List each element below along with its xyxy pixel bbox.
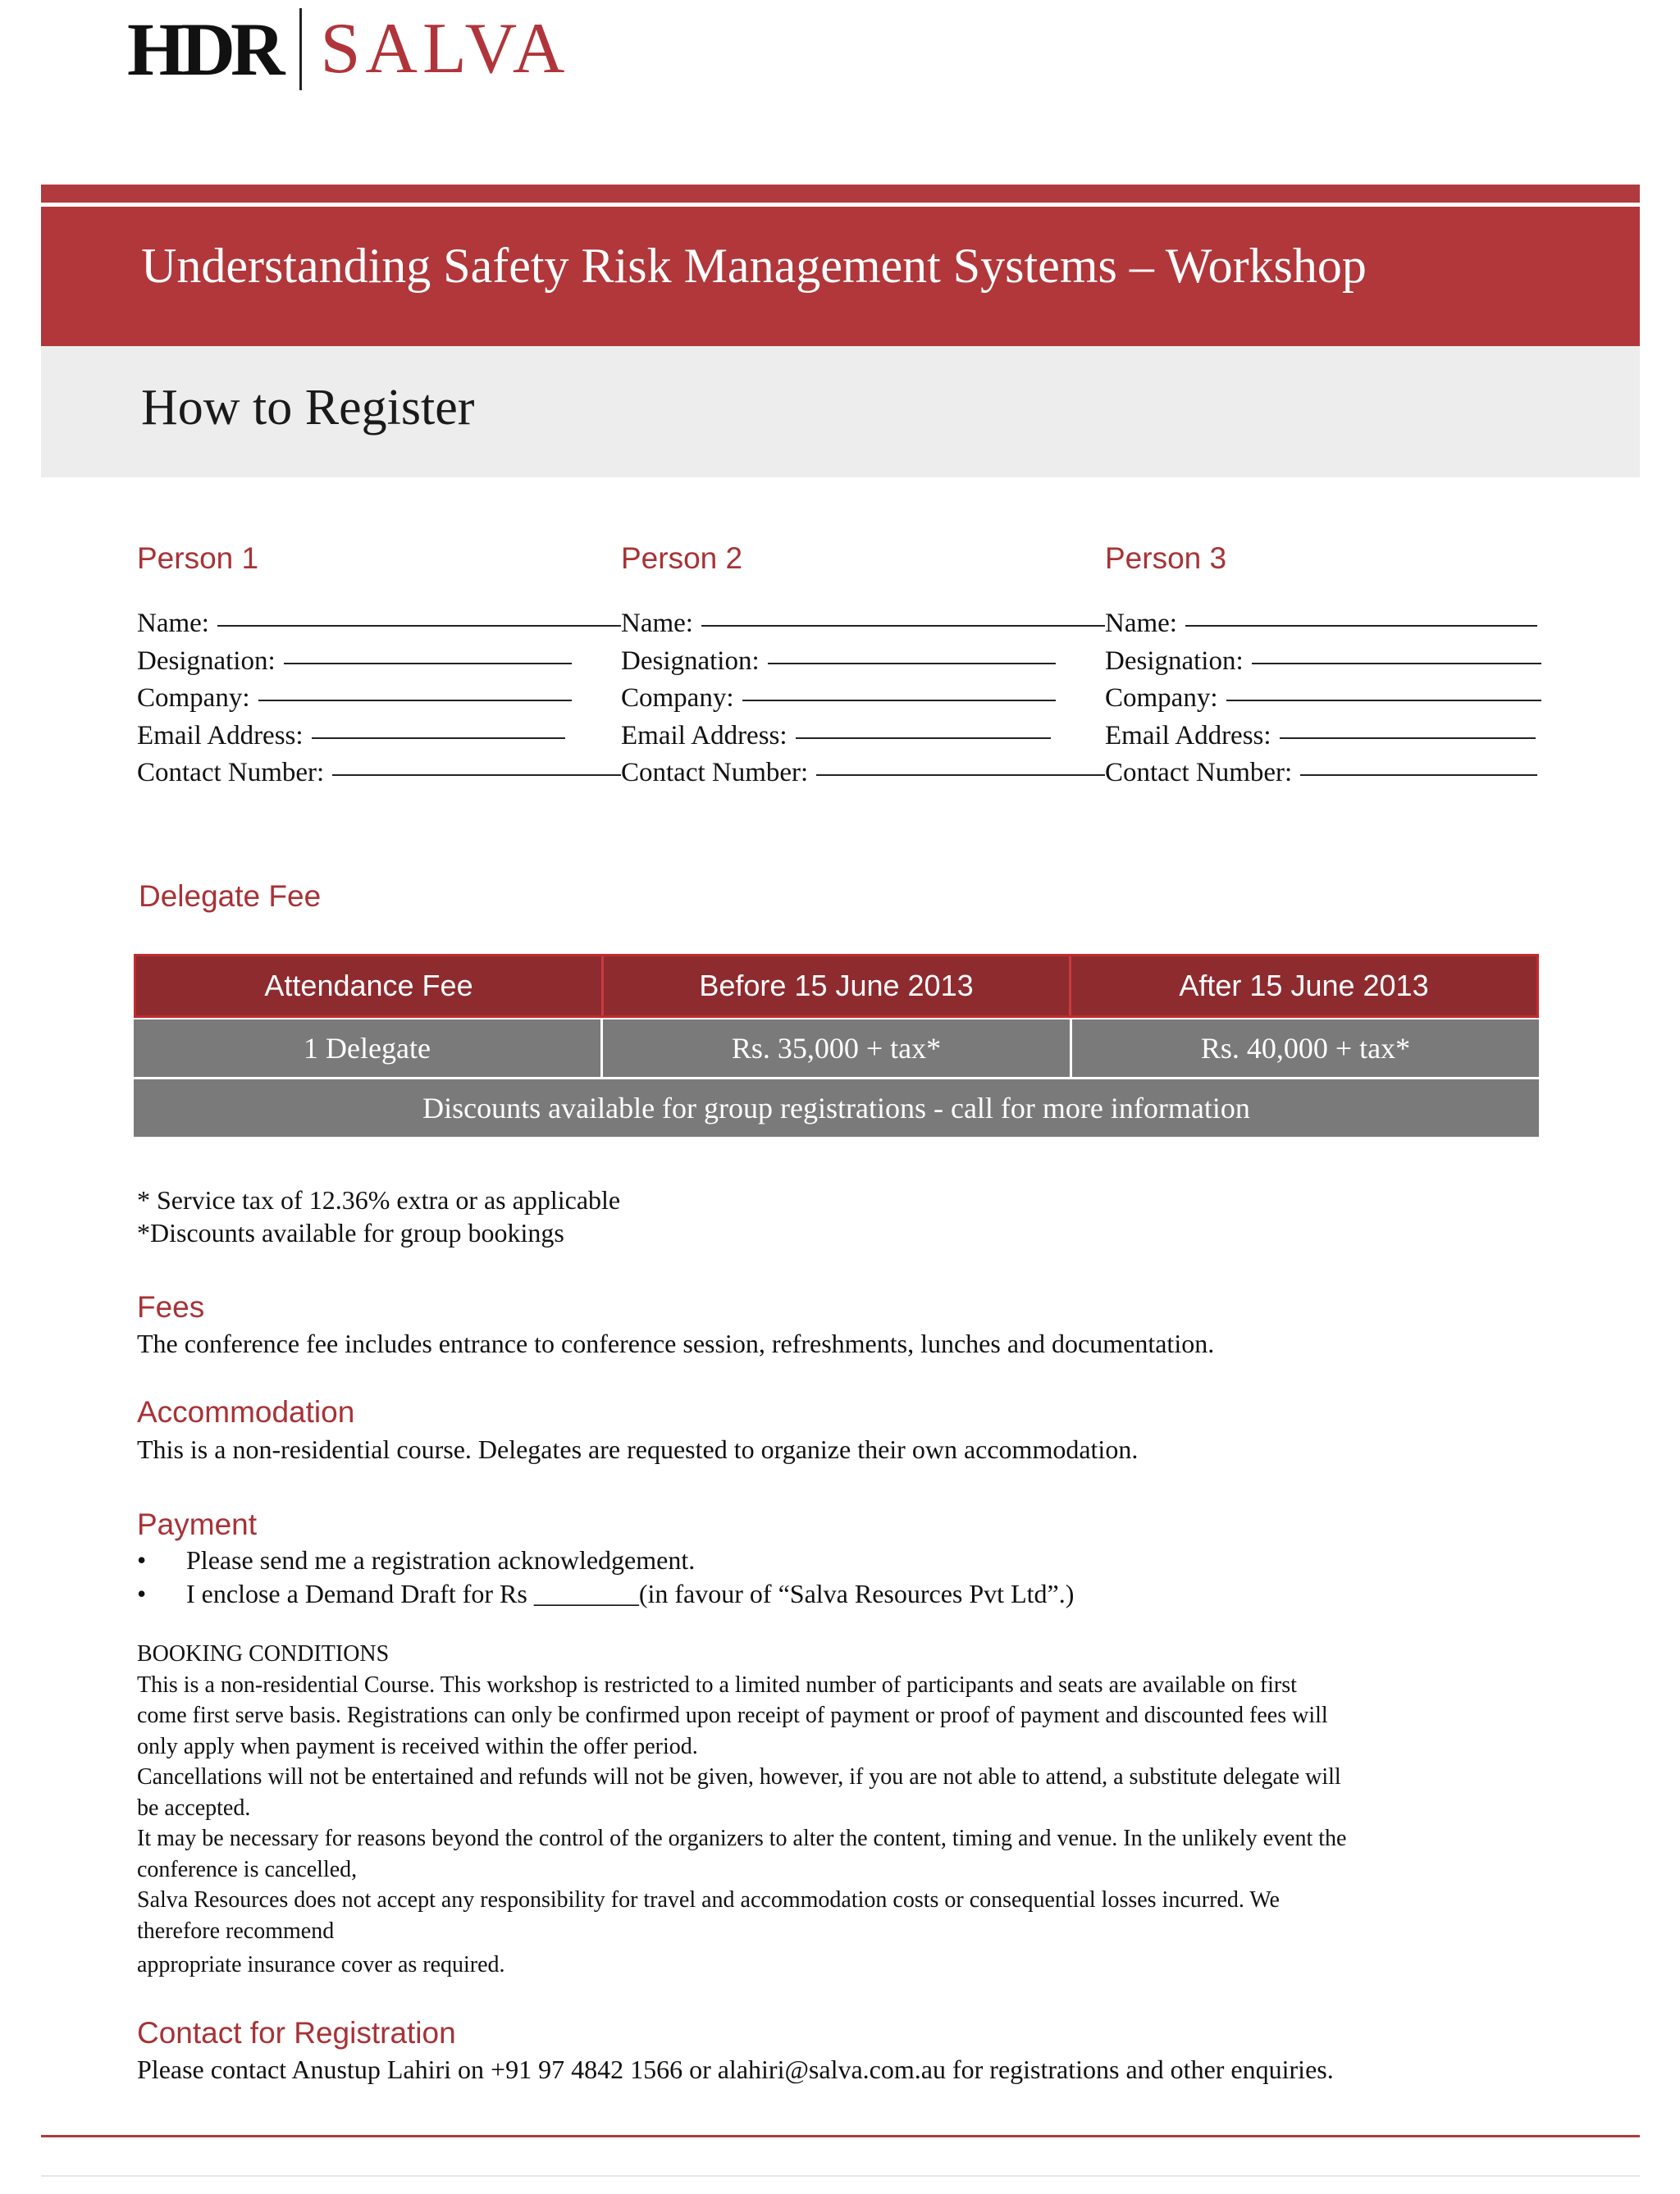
booking-conditions-heading: BOOKING CONDITIONS: [137, 1641, 390, 1667]
company-input-line[interactable]: [1226, 699, 1542, 701]
fee-cell-before-price: Rs. 35,000 + tax*: [603, 1019, 1072, 1077]
person-3-column: [1105, 541, 1537, 792]
logo-divider: [299, 8, 302, 90]
fees-text: The conference fee includes entrance to conference session, refreshments, lunches and documentation.: [137, 1329, 1215, 1358]
fee-header-before: Before 15 June 2013: [604, 956, 1071, 1015]
contact-text: Please contact Anustup Lahiri on +91 97 4842 1566 or alahiri@salva.com.au for registrations and other enquiries.: [137, 2055, 1334, 2084]
person-1-email-field[interactable]: Email Address:: [137, 718, 565, 755]
contact-input-line[interactable]: [1300, 773, 1537, 776]
name-input-line[interactable]: [1185, 624, 1537, 627]
booking-line: only apply when payment is received within the offer period.: [137, 1733, 698, 1759]
person-2-designation-field[interactable]: Designation:: [621, 643, 1056, 681]
person-2-company-field[interactable]: Company:: [621, 680, 1056, 718]
page-subtitle: How to Register: [141, 380, 475, 436]
fees-heading: Fees: [137, 1290, 205, 1324]
company-input-line[interactable]: [742, 699, 1057, 701]
logo-hdr-text: HDR: [127, 7, 281, 91]
person-3-designation-field[interactable]: Designation:: [1105, 643, 1541, 681]
name-input-line[interactable]: [701, 624, 1105, 627]
booking-conditions: [137, 1639, 1346, 1981]
person-1-company-field[interactable]: Company:: [137, 680, 572, 718]
delegate-fee-heading: Delegate Fee: [139, 879, 322, 913]
fee-header-after: After 15 June 2013: [1179, 969, 1429, 1002]
booking-line: therefore recommend: [137, 1918, 335, 1944]
footnote-service-tax: * Service tax of 12.36% extra or as applicable: [137, 1185, 621, 1215]
payment-heading: Payment: [137, 1508, 258, 1541]
email-input-line[interactable]: [1280, 737, 1536, 739]
booking-line: come first serve basis. Registrations can only be confirmed upon receipt of payment or proof of payment and discounted fees will: [137, 1703, 1328, 1728]
name-input-line[interactable]: [217, 624, 621, 627]
designation-input-line[interactable]: [768, 662, 1056, 664]
bullet-icon: •: [137, 1545, 147, 1575]
accommodation-text: This is a non-residential course. Delegates are requested to organize their own accommodation.: [137, 1435, 1139, 1464]
fee-table-row: [134, 1019, 1539, 1077]
payment-option-acknowledgement[interactable]: • Please send me a registration acknowledgement.: [137, 1544, 1074, 1577]
footnote-discounts: *Discounts available for group bookings: [137, 1218, 564, 1248]
designation-input-line[interactable]: [284, 662, 572, 664]
footer-rule-light: [41, 2175, 1640, 2177]
booking-line: Cancellations will not be entertained and refunds will not be given, however, if you are not able to attend, a substitute delegate will: [137, 1764, 1341, 1790]
email-input-line[interactable]: [312, 737, 565, 739]
booking-line: appropriate insurance cover as required.: [137, 1952, 505, 1977]
person-3-name-field[interactable]: Name:: [1105, 605, 1537, 643]
fee-header-attendance: Attendance Fee: [136, 956, 604, 1015]
payment-option-demand-draft[interactable]: • I enclose a Demand Draft for Rs ________(in favour of “Salva Resources Pvt Ltd”.): [137, 1577, 1074, 1611]
contact-input-line[interactable]: [816, 773, 1105, 776]
person-2-column: [621, 541, 1105, 792]
designation-input-line[interactable]: [1252, 662, 1541, 664]
booking-line: be accepted.: [137, 1795, 251, 1821]
person-3-company-field[interactable]: Company:: [1105, 680, 1541, 718]
footnotes: [137, 1184, 620, 1249]
booking-line: Salva Resources does not accept any responsibility for travel and accommodation costs or consequential losses incurred. We: [137, 1887, 1280, 1913]
booking-line: This is a non-residential Course. This workshop is restricted to a limited number of participants and seats are available on first: [137, 1672, 1297, 1698]
fee-table-header: [134, 954, 1539, 1018]
payment-list: [137, 1544, 1074, 1611]
delegate-fee-table: [134, 954, 1539, 1137]
accommodation-heading: Accommodation: [137, 1395, 355, 1429]
person-2-name-field[interactable]: Name:: [621, 605, 1105, 643]
person-1-name-field[interactable]: Name:: [137, 605, 621, 643]
person-1-designation-field[interactable]: Designation:: [137, 643, 572, 681]
bullet-icon: •: [137, 1579, 147, 1608]
fee-cell-after-price: Rs. 40,000 + tax*: [1200, 1032, 1411, 1065]
person-2-heading: Person 2: [621, 541, 743, 575]
logo-salva-text: SALVA: [320, 9, 570, 89]
header-top-rule: [41, 185, 1640, 203]
person-1-contact-field[interactable]: Contact Number:: [137, 755, 621, 792]
person-3-email-field[interactable]: Email Address:: [1105, 718, 1536, 755]
page-title: Understanding Safety Risk Management Systems – Workshop: [141, 239, 1367, 293]
booking-line: It may be necessary for reasons beyond the control of the organizers to alter the content, timing and venue. In the unlikely event the: [137, 1826, 1347, 1851]
person-1-column: [137, 541, 621, 792]
person-2-email-field[interactable]: Email Address:: [621, 718, 1051, 755]
person-1-heading: Person 1: [137, 541, 259, 575]
person-2-contact-field[interactable]: Contact Number:: [621, 755, 1105, 792]
company-logo: [127, 8, 569, 90]
contact-input-line[interactable]: [332, 773, 621, 776]
footer-rule: [41, 2135, 1640, 2137]
contact-heading: Contact for Registration: [137, 2016, 456, 2050]
booking-line: conference is cancelled,: [137, 1856, 358, 1882]
person-3-heading: Person 3: [1105, 541, 1227, 575]
fee-discount-note: Discounts available for group registrations - call for more information: [134, 1079, 1539, 1137]
person-3-contact-field[interactable]: Contact Number:: [1105, 755, 1537, 792]
company-input-line[interactable]: [258, 699, 573, 701]
fee-cell-delegates: 1 Delegate: [134, 1019, 603, 1077]
email-input-line[interactable]: [796, 737, 1051, 739]
